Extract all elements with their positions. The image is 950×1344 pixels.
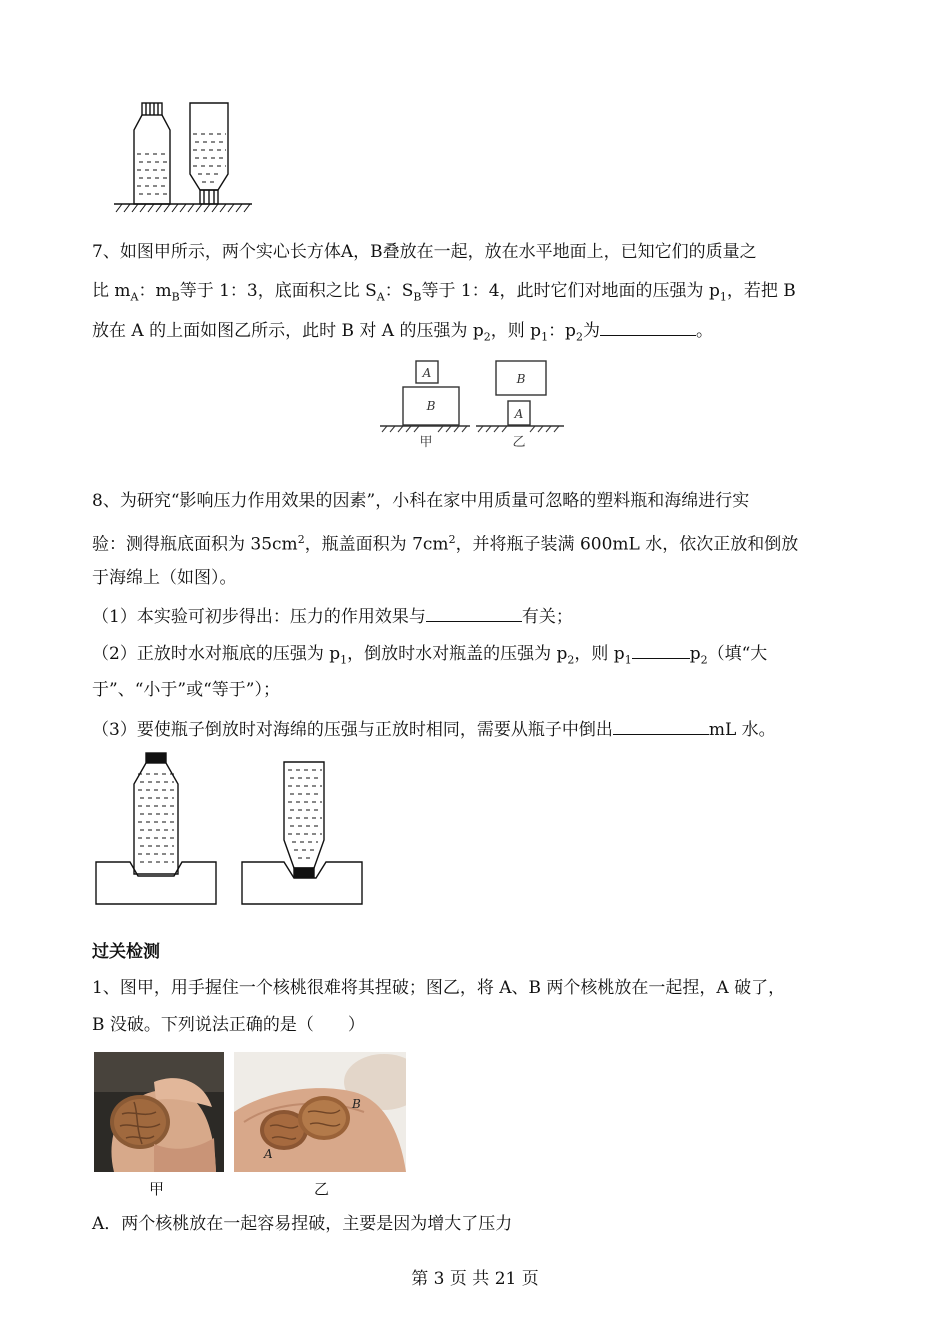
q8-part-3: （3）要使瓶子倒放时对海绵的压强与正放时相同，需要从瓶子中倒出 mL 水。 xyxy=(92,716,776,742)
q8-part-1: （1）本实验可初步得出：压力的作用效果与 有关； xyxy=(92,603,573,629)
photo-label-b: B xyxy=(352,1097,361,1111)
fig-caption-yi: 乙 xyxy=(512,435,526,450)
section-title: 过关检测 xyxy=(92,942,160,962)
fig-caption-jia: 甲 xyxy=(419,435,433,450)
q8-line-1: 8、为研究“影响压力作用效果的因素”，小科在家中用质量可忽略的塑料瓶和海绵进行实 xyxy=(92,491,750,511)
q7-line-3: 放在 A 的上面如图乙所示，此时 B 对 A 的压强为 $p_2$，则 $p_1$：$p_2$为 。 xyxy=(92,317,713,349)
q7-line-1: 7、如图甲所示，两个实心长方体A，B叠放在一起，放在水平地面上，已知它们的质量之 xyxy=(92,242,757,262)
q8-part2-blank[interactable] xyxy=(632,640,690,659)
bottles-on-sponge-figure xyxy=(94,750,366,908)
stacked-blocks-figure xyxy=(378,356,568,456)
q8-line-2: 验：测得瓶底面积为 $35cm^2$，瓶盖面积为 $7cm^2$，并将瓶子装满 600mL 水，依次正放和倒放 xyxy=(92,533,799,555)
walnut-hand-photo-yi xyxy=(234,1052,406,1172)
q8-part3-blank[interactable] xyxy=(613,716,709,735)
q8-line-3: 于海绵上（如图）。 xyxy=(92,568,237,588)
photo-caption-jia: 甲 xyxy=(149,1180,165,1198)
block-b-label-yi: B xyxy=(516,372,526,386)
walnut-hand-photo-jia xyxy=(94,1052,224,1172)
q1-line-2: B 没破。下列说法正确的是（ ） xyxy=(92,1015,365,1035)
q8-part-2: （2）正放时水对瓶底的压强为 $p_1$，倒放时水对瓶盖的压强为 $p_2$，则 $p_1$ $p_2$（填“大 xyxy=(92,640,767,672)
page-footer: 第 3 页 共 21 页 xyxy=(411,1269,539,1289)
bottles-on-ground-figure xyxy=(110,98,260,216)
q1-line-1: 1、图甲，用手握住一个核桃很难将其捏破；图乙，将 A、B 两个核桃放在一起捏，A 破了， xyxy=(92,978,786,998)
q7-answer-blank[interactable] xyxy=(600,317,696,336)
q7-line-2: 比 $m_A$：$m_B$等于 1：3，底面积之比 $S_A$：$S_B$等于 1：4，此时它们对地面的压强为 $p_1$，若把 B xyxy=(92,281,796,304)
photo-label-a: A xyxy=(264,1147,273,1161)
q1-option-a[interactable]: A．两个核桃放在一起容易捏破，主要是因为增大了压力 xyxy=(92,1214,513,1234)
block-a-label-yi: A xyxy=(514,407,524,421)
q8-part-2-line-2: 于”、“小于”或“等于”）； xyxy=(92,680,280,700)
block-a-label-jia: A xyxy=(422,366,432,380)
block-b-label-jia: B xyxy=(426,399,436,413)
photo-caption-yi: 乙 xyxy=(314,1180,330,1198)
q8-part1-blank[interactable] xyxy=(426,603,522,622)
